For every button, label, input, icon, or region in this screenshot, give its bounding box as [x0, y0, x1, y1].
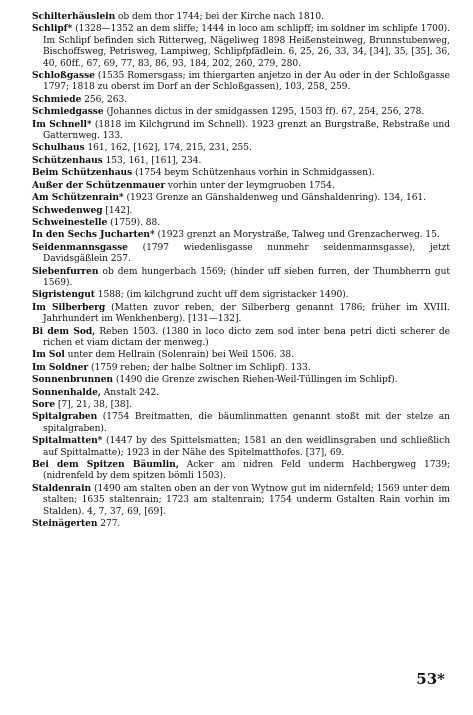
index-entry [32, 362, 450, 374]
page-number: 53* [416, 670, 445, 688]
entry-text: ob dem thor 1744; bei der Kirche nach 1810. [115, 12, 324, 22]
entry-text: ob dem hungerbach 1569; (hinder uff sieben furren, der Thumbherrn gut 1569). [43, 266, 450, 288]
entry-heading: Im Schnell* [32, 118, 92, 130]
entry-heading: Sonnenhalde, [32, 386, 101, 398]
index-entry [32, 459, 450, 483]
entry-heading: Schloßgasse [32, 70, 95, 82]
index-entry [32, 192, 450, 204]
entry-heading: Schulhaus [32, 142, 85, 154]
entry-heading: Bei dem Spitzen Bäumlin, [32, 459, 179, 471]
index-entry [32, 266, 450, 290]
entry-text: (Matten zuvor reben, der Silberberg genannt 1786; früher im XVIII. Jahrhundert im Wenkhenberg). [131—132]. [43, 302, 450, 325]
entry-heading: Im Soldner [32, 361, 89, 373]
entry-heading: Schwedenweg [32, 204, 103, 216]
entry-heading: Spitalmatten* [32, 435, 103, 447]
index-entry [32, 167, 450, 179]
index-entry [32, 180, 450, 192]
entry-heading: Sore [32, 399, 56, 410]
index-entry [32, 217, 450, 229]
entry-heading: Sonnenbrunnen [32, 374, 113, 386]
index-entry [32, 142, 450, 154]
entry-heading: Siebenfurren [32, 265, 99, 277]
entry-text: [142]. [102, 205, 133, 216]
entry-text: Reben 1503. (1380 in loco dicto zem sod inter bena petri dicti scherer de richen et viam dictam der menweg.) [43, 326, 450, 348]
entry-text: (1490 am stalten oben an der von Wytnow gut im nidernfeld; 1569 unter dem stalten; 1635 staltenrain; 1723 am staltenrain; 1754 underm Gstalten Rain vorhin im Stalden). 4, 7, 37, 69, [69]. [43, 483, 450, 517]
index-page [32, 11, 450, 530]
entry-text: (Johannes dictus in der smidgassen 1295, 1503 ff). 67, 254, 256, 278. [103, 107, 425, 118]
entry-heading: Schilterhäuslein [32, 11, 116, 22]
index-entry [32, 302, 450, 326]
entry-heading: Schmiede [32, 93, 82, 105]
index-entry [32, 326, 450, 350]
index-entry [32, 399, 450, 411]
entry-text: unter dem Hellrain (Solenrain) bei Weil 1506. 38. [64, 350, 294, 361]
entry-text: 256, 263. [81, 94, 128, 105]
entry-text: (1754 beym Schützenhaus vorhin in Schmidgassen). [132, 168, 375, 179]
entry-text: 161, 162, [162], 174, 215, 231, 255. [84, 143, 252, 154]
entry-text: [7], 21, 38, [38]. [55, 400, 132, 410]
entry-text: Acker am nidren Feld underm Hachbergweg 1739; (nidrenfeld by dem spitzen bömli 1503). [43, 460, 450, 482]
entry-heading: Schlipf* [32, 23, 73, 35]
index-entry [32, 155, 450, 167]
entry-heading: Außer der Schützenmauer [32, 179, 166, 191]
index-entry [32, 119, 450, 143]
index-entry [32, 94, 450, 106]
entry-heading: Im Silberberg [32, 301, 106, 313]
entry-heading: Seidenmannsgasse [32, 241, 128, 253]
entry-text: (1923 grenzt an Morystraße, Talweg und Grenzacherweg. 15. [154, 230, 440, 241]
entry-heading: Schützenhaus [32, 154, 103, 166]
entry-text: 1588; (im kilchgrund zucht uff dem sigristacker 1490). [94, 290, 349, 301]
entry-text: (1328—1352 an dem sliffe; 1444 in loco am schlipff; im soldner im schlipfe 1700). Im Schlipf befinden sich Ritterweg, Nägeliweg 1898 Heißensteinweg, Brunnstubenweg, Bischoffsweg, Petrisweg, Lampiweg, Schlipfpfädlein. 6, 25, 26, 33, 34, [34], 35, [35], 36, 40, 60ff., 67, 69, 77, 83, 86, 93, 184, 202, 260, 279, 280. [43, 24, 450, 69]
index-entry [32, 349, 450, 361]
index-entry [32, 242, 450, 266]
entry-heading: Schweinestelle [32, 216, 108, 228]
entry-text: (1447 by des Spittelsmatten; 1581 an den weidlinsgraben und schließlich auf Spittalmatte); 1923 in der Nähe des Spitelmatthofes. [37], 69. [43, 436, 450, 458]
entry-heading: Im Sol [32, 349, 65, 361]
entry-text: (1754 Breitmatten, die bäumlinmatten genannt stoßt mit der stelze an spitalgraben). [43, 412, 450, 434]
index-entry [32, 23, 450, 70]
entry-heading: Spitalgraben [32, 411, 98, 423]
index-entry [32, 106, 450, 118]
entry-text: (1490 die Grenze zwischen Riehen-Weil-Tüllingen im Schlipf). [113, 375, 398, 386]
index-entry [32, 70, 450, 94]
entry-text: (1759). 88. [107, 217, 161, 228]
entry-text: (1535 Romersgass; im thiergarten anjetzo in der Au oder in der Schloßgasse 1797; 1818 zu oberst im Dorf an der Schloßgassen), 103, 258, 259. [43, 71, 450, 93]
entry-text: 153, 161, [161], 234. [102, 155, 202, 166]
index-entry [32, 435, 450, 459]
entry-text: 277. [97, 519, 121, 530]
index-entry [32, 518, 450, 530]
entry-heading: Beim Schützenhaus [32, 167, 133, 179]
entry-heading: In den Sechs Jucharten* [32, 229, 155, 241]
entry-text: Anstalt 242. [100, 387, 160, 398]
index-entry [32, 205, 450, 217]
entry-text: (1818 im Kilchgrund im Schnell). 1923 grenzt an Burgstraße, Rebstraße und Gatternweg. 133. [43, 119, 450, 142]
entry-heading: Staldenrain [32, 482, 92, 494]
entry-text: (1923 Grenze an Gänshaldenweg und Gänshaldenring). 134, 161. [123, 193, 427, 204]
entry-heading: Am Schützenrain* [32, 192, 124, 204]
index-entry [32, 387, 450, 399]
entry-heading: Steinägerten [32, 518, 98, 530]
entry-heading: Sigristengut [32, 289, 95, 301]
entry-text: (1797 wiedenlisgasse nunmehr seidenmannsgasse), jetzt Davidsgäßlein 257. [43, 242, 450, 265]
entry-text: vorhin unter der leymgruoben 1754. [165, 180, 335, 191]
index-entry [32, 483, 450, 518]
entry-heading: Bi dem Sod, [32, 325, 96, 337]
entry-heading: Schmiedgasse [32, 106, 104, 118]
index-entry [32, 411, 450, 435]
index-entry [32, 11, 450, 23]
index-entry [32, 229, 450, 241]
index-entry [32, 289, 450, 301]
entry-text: (1759 reben; der halbe Soltner im Schlipf). 133. [88, 362, 311, 373]
index-entry [32, 374, 450, 386]
